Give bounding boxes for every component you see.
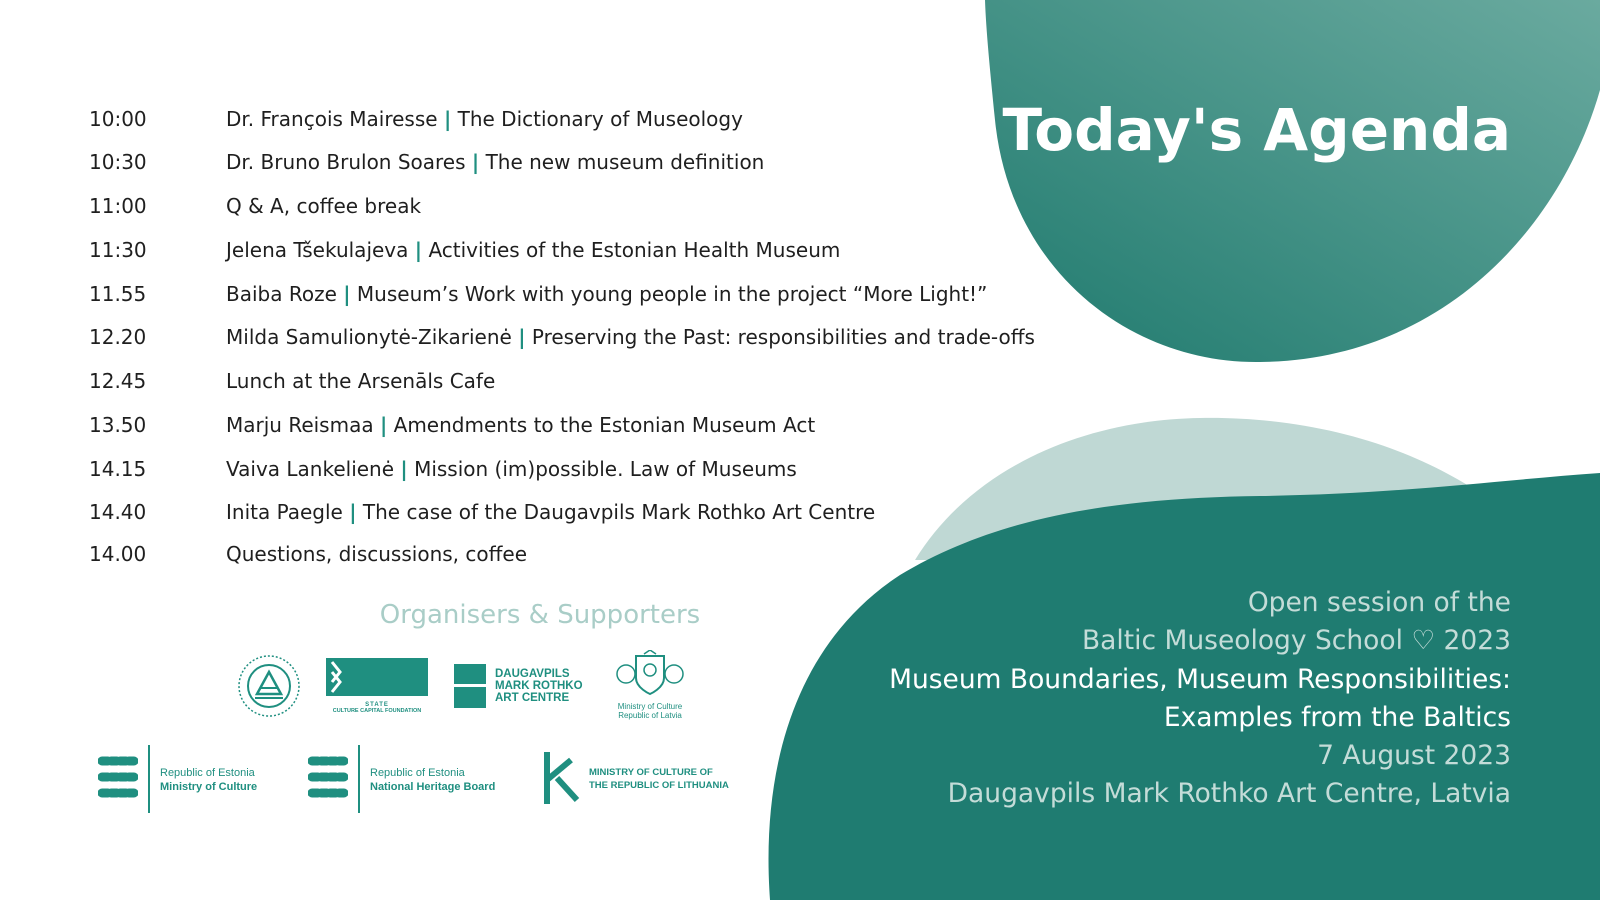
rothko-line2: MARK ROTHKO bbox=[495, 680, 583, 692]
museology-seal-icon bbox=[237, 654, 301, 718]
agenda-topic: Amendments to the Estonian Museum Act bbox=[393, 413, 816, 437]
separator-bar: | bbox=[414, 238, 423, 262]
estonia-ministry-line1: Republic of Estonia bbox=[160, 767, 255, 779]
rothko-line1: DAUGAVPILS bbox=[495, 668, 570, 680]
agenda-description bbox=[226, 149, 764, 175]
agenda-time: 14.40 bbox=[89, 500, 147, 524]
lithuania-ministry-line1: MINISTRY OF CULTURE OF bbox=[589, 767, 713, 778]
estonia-heritage-line2: National Heritage Board bbox=[370, 781, 496, 793]
estonia-lions-icon bbox=[98, 755, 138, 803]
agenda-speaker: Q & A, coffee break bbox=[226, 194, 422, 218]
agenda-time: 10:30 bbox=[89, 150, 147, 174]
estonia-heritage-lions-icon bbox=[308, 755, 348, 803]
agenda-topic: Museum’s Work with young people in the project “More Light!” bbox=[356, 282, 988, 306]
agenda-time: 12.20 bbox=[89, 325, 147, 349]
agenda-description bbox=[226, 499, 875, 525]
latvia-ministry-logo bbox=[610, 650, 690, 722]
agenda-time: 11.55 bbox=[89, 282, 147, 306]
session-intro: Open session of the bbox=[1247, 587, 1511, 618]
agenda-time: 12.45 bbox=[89, 369, 147, 393]
agenda-speaker: Lunch at the Arsenāls Cafe bbox=[226, 369, 496, 393]
page-title: Today's Agenda bbox=[1002, 96, 1511, 164]
agenda-speaker: Marju Reismaa bbox=[226, 413, 374, 437]
agenda-time: 14.15 bbox=[89, 457, 147, 481]
agenda-time: 11:00 bbox=[89, 194, 147, 218]
separator-bar: | bbox=[443, 107, 452, 131]
agenda-speaker: Milda Samulionytė-Zikarienė bbox=[226, 325, 512, 349]
agenda-description bbox=[226, 237, 840, 263]
agenda-speaker: Dr. François Mairesse bbox=[226, 107, 438, 131]
estonia-heritage-line1: Republic of Estonia bbox=[370, 767, 465, 779]
separator-bar: | bbox=[471, 150, 480, 174]
lithuania-k-icon bbox=[541, 750, 581, 806]
session-school: Baltic Museology School ♡ 2023 bbox=[1081, 625, 1511, 657]
separator-bar: | bbox=[400, 457, 408, 481]
agenda-topic: Preserving the Past: responsibilities and trade-offs bbox=[531, 325, 1035, 349]
museology-association-logo bbox=[237, 654, 301, 718]
culture-foundation-line1: STATE bbox=[365, 702, 389, 708]
agenda-topic: The new museum definition bbox=[485, 150, 765, 174]
estonia-ministry-logo bbox=[98, 745, 288, 813]
separator-bar: | bbox=[343, 282, 351, 306]
agenda-time: 11:30 bbox=[89, 238, 147, 262]
session-theme-line2: Examples from the Baltics bbox=[1163, 701, 1511, 733]
agenda-topic: The Dictionary of Museology bbox=[457, 107, 743, 131]
agenda-speaker: Baiba Roze bbox=[226, 282, 337, 306]
session-info bbox=[889, 584, 1511, 814]
estonia-ministry-line2: Ministry of Culture bbox=[160, 781, 258, 793]
rothko-squares-icon bbox=[454, 664, 486, 708]
separator-bar: | bbox=[349, 500, 357, 524]
latvia-ministry-line2: Republic of Latvia bbox=[618, 711, 682, 720]
agenda-description bbox=[226, 412, 815, 438]
agenda-description bbox=[226, 106, 743, 132]
agenda-description bbox=[226, 324, 1035, 350]
agenda-speaker: Inita Paegle bbox=[226, 500, 343, 524]
agenda-description bbox=[226, 541, 527, 567]
lithuania-ministry-line2: THE REPUBLIC OF LITHUANIA bbox=[589, 780, 729, 791]
separator-bar: | bbox=[518, 325, 526, 349]
top-right-blob bbox=[985, 0, 1600, 362]
estonia-heritage-board-logo bbox=[308, 745, 528, 813]
agenda-description bbox=[226, 368, 495, 394]
agenda-speaker: Jelena Tšekulajeva bbox=[226, 238, 409, 262]
supporters-title: Organisers & Supporters bbox=[379, 600, 701, 630]
agenda-description bbox=[226, 193, 421, 219]
agenda-time: 14.00 bbox=[89, 542, 147, 566]
latvia-coat-of-arms-icon bbox=[610, 650, 690, 698]
agenda-speaker: Questions, discussions, coffee bbox=[226, 542, 527, 566]
session-date: 7 August 2023 bbox=[1317, 740, 1511, 772]
agenda-topic: Activities of the Estonian Health Museum bbox=[428, 238, 841, 262]
rothko-art-centre-logo bbox=[454, 664, 599, 710]
agenda-time: 13.50 bbox=[89, 413, 147, 437]
culture-foundation-line2: CULTURE CAPITAL FOUNDATION bbox=[332, 708, 422, 714]
agenda-speaker: Vaiva Lankelienė bbox=[226, 457, 395, 481]
agenda-description bbox=[226, 456, 797, 482]
session-venue: Daugavpils Mark Rothko Art Centre, Latvia bbox=[947, 778, 1511, 810]
agenda-topic: Mission (im)possible. Law of Museums bbox=[414, 457, 797, 481]
agenda-time: 10:00 bbox=[89, 107, 147, 131]
latvia-ministry-line1: Ministry of Culture bbox=[617, 702, 683, 711]
lithuania-ministry-logo bbox=[541, 750, 729, 808]
rothko-line3: ART CENTRE bbox=[495, 692, 570, 704]
session-theme-line1: Museum Boundaries, Museum Responsibilities: bbox=[889, 663, 1511, 695]
culture-foundation-icon bbox=[326, 658, 428, 696]
agenda-speaker: Dr. Bruno Brulon Soares bbox=[226, 150, 466, 174]
agenda-topic: The case of the Daugavpils Mark Rothko Art Centre bbox=[362, 500, 876, 524]
agenda-description bbox=[226, 281, 987, 307]
separator-bar: | bbox=[379, 413, 388, 437]
state-culture-capital-foundation-logo bbox=[326, 658, 428, 716]
